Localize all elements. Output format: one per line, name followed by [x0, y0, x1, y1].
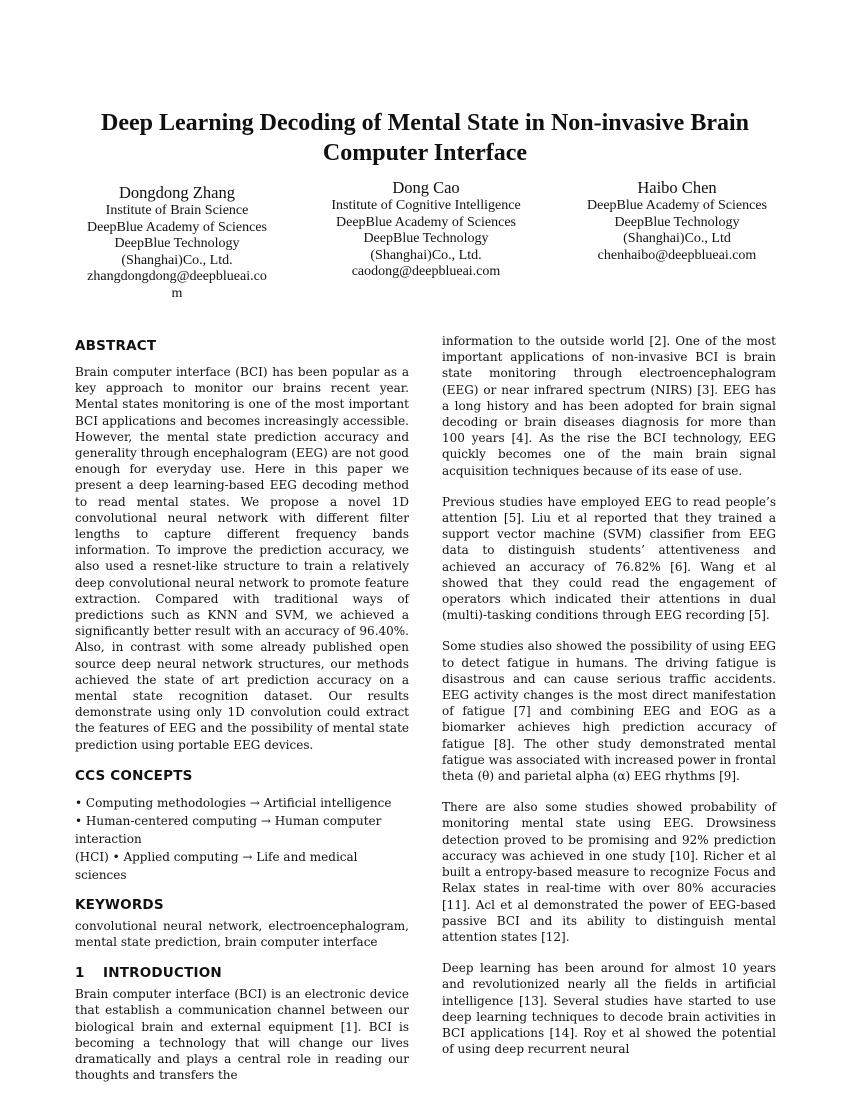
- author-affiliation: DeepBlue Academy of Sciences: [87, 219, 267, 235]
- paper-title: Deep Learning Decoding of Mental State in Non-invasive Brain Computer Interface: [101, 110, 749, 166]
- author-affiliation: DeepBlue Academy of Sciences: [587, 198, 767, 213]
- author-2: [310, 178, 542, 281]
- ccs-line: (HCI) • Applied computing → Life and medical sciences: [75, 849, 358, 882]
- ccs-list: [75, 794, 409, 884]
- ccs-heading: CCS CONCEPTS: [75, 767, 193, 784]
- keywords-text: convolutional neural network, electroencephalogram, mental state prediction, brain computer interface: [75, 918, 409, 950]
- author-affiliation: DeepBlue Academy of Sciences: [336, 214, 516, 230]
- author-affiliation: (Shanghai)Co., Ltd.: [121, 252, 233, 268]
- author-name: Haibo Chen: [637, 178, 717, 197]
- paragraph: Some studies also showed the possibility of using EEG to detect fatigue in humans. The driving fatigue is disastrous and can cause serious traffic accidents. EEG activity changes is the most direct manifestation of fatigue [7] and combining EEG and EOG as a biomarker achieves high prediction accuracy of fatigue [8]. The other study demonstrated mental fatigue was associated with increased power in frontal theta (θ) and parietal alpha (α) EEG rhythms [9].: [442, 639, 776, 784]
- author-3: [562, 178, 792, 264]
- abstract-text: Brain computer interface (BCI) has been popular as a key approach to monitor our brains recent year. Mental states monitoring is one of the most important BCI applications and becomes increasingly accessible. However, the mental state prediction accuracy and generality through encephalogram (EEG) are not good enough for everyday use. Here in this paper we present a deep learning-based EEG decoding method to read mental states. We propose a novel 1D convolutional neural network with different filter lengths to capture different frequency bands information. To improve the prediction accuracy, we also used a resnet-like structure to train a relatively deep convolutional neural network to promote feature extraction. Compared with traditional ways of predictions such as KNN and SVM, we achieved a significantly better result with an accuracy of 96.40%. Also, in contrast with some already published open source deep neural network structures, our methods achieved the state of art prediction accuracy on a mental state recognition dataset. Our results demonstrate using only 1D convolution could extract the features of EEG and the possibility of mental state prediction using portable EEG devices.: [75, 365, 409, 752]
- keywords-heading: KEYWORDS: [75, 896, 164, 913]
- author-affiliation: Institute of Cognitive Intelligence: [331, 198, 521, 213]
- paragraph: There are also some studies showed probability of monitoring mental state using EEG. Drowsiness detection proved to be promising and 92% prediction accuracy was achieved in one study [10]. Richer et al built a entropy-based measure to recognize Focus and Relax states in real-time with over 80% accuracies [11]. Acl et al demonstrated the power of EEG-based passive BCI and its ability to distinguish mental attention states [12].: [442, 800, 776, 944]
- author-affiliation: Institute of Brain Science: [105, 203, 249, 218]
- author-affiliation: (Shanghai)Co., Ltd.: [370, 247, 482, 263]
- right-column: [442, 333, 776, 1057]
- author-email-continued[interactable]: m: [171, 285, 183, 301]
- paragraph: information to the outside world [2]. One of the most important applications of non-invasive BCI is brain state monitoring through electroencephalogram (EEG) or near infrared spectrum (NIRS) [3]. EEG has a long history and has been adopted for brain signal decoding or brain diseases diagnosis for more than 100 years [4]. As the rise the BCI technology, EEG quickly becomes one of the main brain signal acquisition techniques because of its ease of use.: [442, 334, 776, 478]
- paragraph: Deep learning has been around for almost 10 years and revolutionized nearly all the fields in artificial intelligence [13]. Several studies have started to use deep learning techniques to decode brain activities in BCI applications [14]. Roy et al showed the potential of using deep recurrent neural: [442, 961, 776, 1057]
- author-email[interactable]: chenhaibo@deepblueai.com: [597, 247, 757, 263]
- author-email[interactable]: caodong@deepblueai.com: [351, 264, 501, 279]
- section-number: 1: [75, 965, 85, 982]
- ccs-line: • Computing methodologies → Artificial intelligence: [75, 795, 392, 810]
- introduction-heading: [75, 964, 409, 982]
- left-column: [75, 337, 409, 1084]
- ccs-line: • Human-centered computing → Human computer interaction: [75, 813, 382, 846]
- author-affiliation: (Shanghai)Co., Ltd: [623, 231, 731, 246]
- author-1: [62, 183, 292, 302]
- abstract-heading: ABSTRACT: [75, 338, 157, 354]
- section-title: INTRODUCTION: [103, 965, 222, 982]
- paragraph: Previous studies have employed EEG to read people’s attention [5]. Liu et al reported that they trained a support vector machine (SVM) classifier from EEG data to distinguish students’ attentiveness and achieved an accuracy of 76.82% [6]. Wang et al showed that they could read the engagement of operators which indicated their attentions in dual (multi)-tasking conditions through EEG recording [5].: [442, 494, 776, 623]
- author-affiliation: DeepBlue Technology: [114, 236, 240, 251]
- author-name: Dong Cao: [392, 178, 460, 197]
- author-affiliation: DeepBlue Technology: [614, 214, 740, 230]
- author-affiliation: DeepBlue Technology: [363, 231, 489, 246]
- introduction-text: Brain computer interface (BCI) is an electronic device that establish a communication channel between our biological brain and external equipment [1]. BCI is becoming a technology that will change our lives dramatically and plays a central role in reading our thoughts and transfers the: [75, 987, 409, 1083]
- author-email[interactable]: zhangdongdong@deepblueai.co: [87, 269, 267, 284]
- author-name: Dongdong Zhang: [119, 183, 235, 202]
